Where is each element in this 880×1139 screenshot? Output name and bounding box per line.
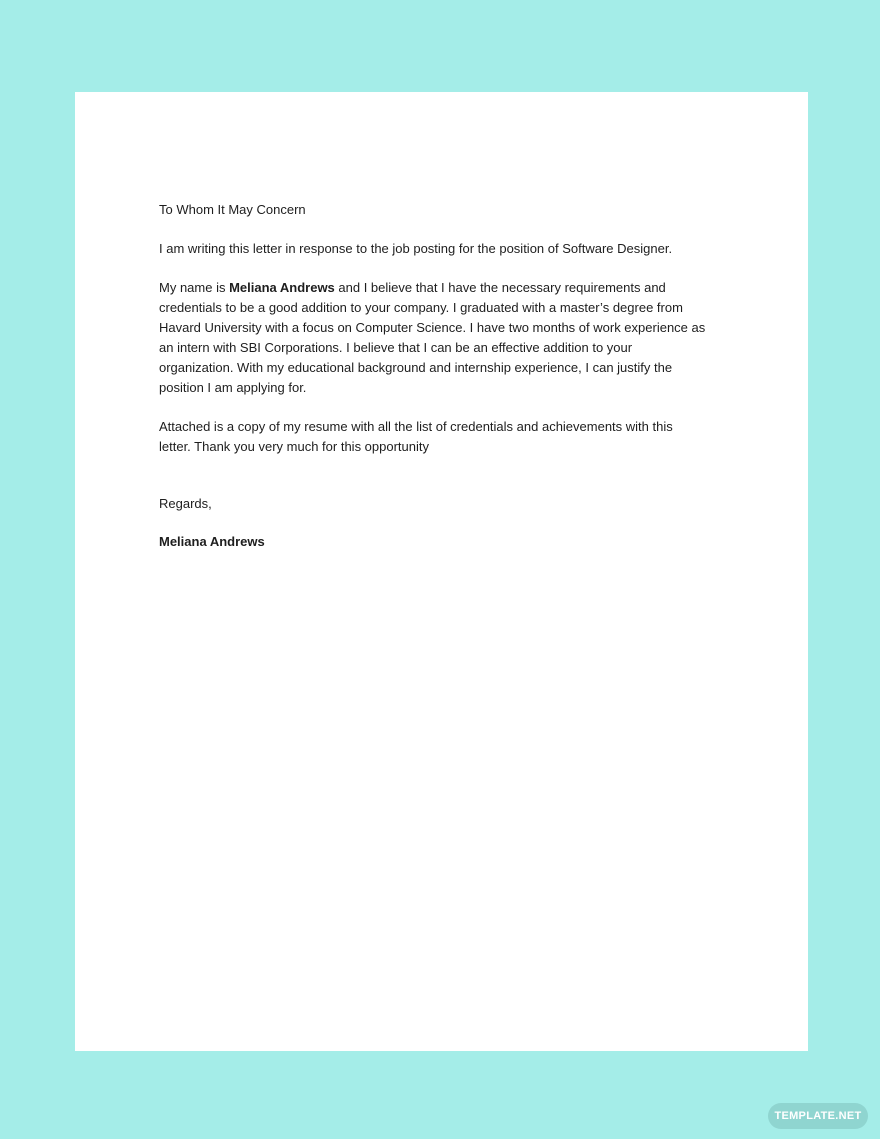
- body-line-4: an intern with SBI Corporations. I believe that I can be an effective addition to your: [159, 340, 633, 355]
- body-line-5: organization. With my educational background and internship experience, I can justify the: [159, 360, 673, 375]
- letter-body-paragraph: [159, 278, 748, 398]
- attached-line-1: Attached is a copy of my resume with all the list of credentials and achievements with this: [159, 419, 673, 434]
- template-net-watermark[interactable]: TEMPLATE.NET: [768, 1103, 868, 1129]
- letter-attached-paragraph: [159, 417, 748, 457]
- letter-closing: Regards,: [159, 496, 212, 511]
- letter-page: [75, 92, 808, 1051]
- letter-intro: I am writing this letter in response to the job posting for the position of Software Designer.: [159, 241, 673, 256]
- letter-signature: Meliana Andrews: [159, 534, 265, 549]
- body-line-6: position I am applying for.: [159, 380, 307, 395]
- body-line-1-rest: and I believe that I have the necessary requirements and: [334, 280, 666, 295]
- attached-line-2: letter. Thank you very much for this opportunity: [159, 439, 430, 454]
- body-line-3: Havard University with a focus on Computer Science. I have two months of work experience as: [159, 320, 706, 335]
- letter-greeting: To Whom It May Concern: [159, 202, 306, 217]
- body-prefix: My name is: [159, 280, 230, 295]
- body-line-2: credentials to be a good addition to your company. I graduated with a master’s degree from: [159, 300, 683, 315]
- applicant-name: Meliana Andrews: [229, 280, 335, 295]
